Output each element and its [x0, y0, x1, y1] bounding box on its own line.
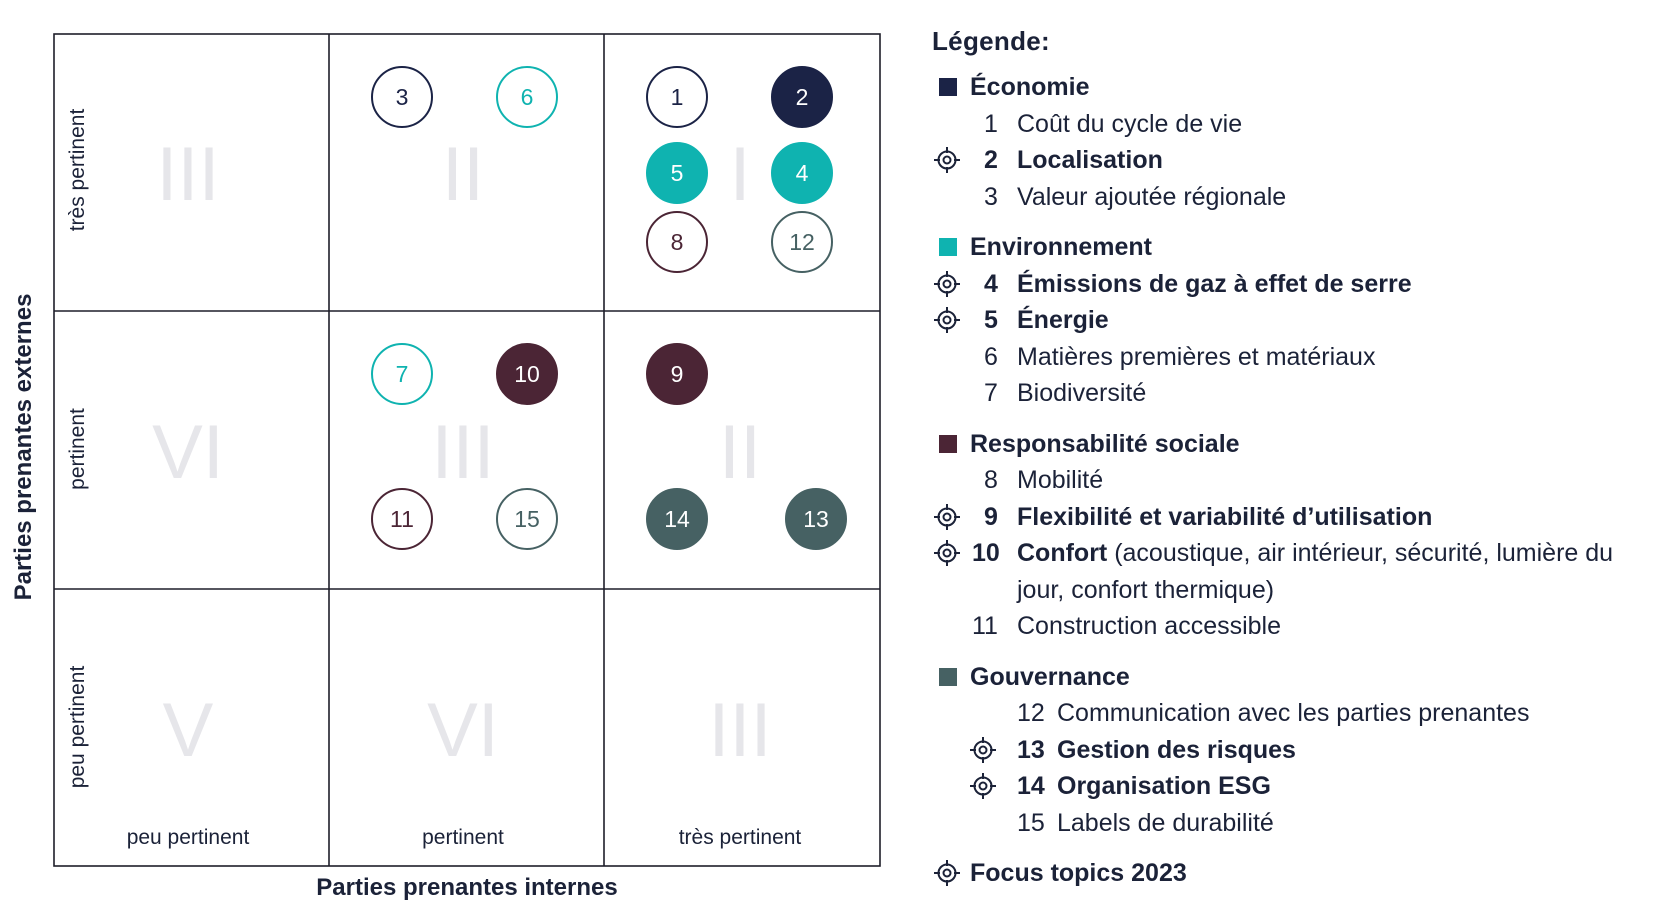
legend-item-label: Mobilité [1017, 466, 1104, 494]
legend-group-environnement [932, 229, 1652, 412]
x-level-peu-pertinent: peu pertinent [126, 826, 250, 849]
social-swatch [939, 435, 957, 453]
topic-bubble-14 [647, 489, 707, 549]
roman-r1c2: II [718, 410, 762, 495]
legend-item-label: Construction accessible [1017, 612, 1282, 640]
topic-bubble-number: 8 [670, 229, 684, 255]
legend-item-7 [932, 375, 1652, 412]
topic-bubble-number: 9 [670, 361, 684, 387]
topic-bubble-number: 12 [789, 229, 815, 255]
legend-group-social [932, 426, 1652, 645]
focus-crosshair-icon [934, 307, 960, 333]
legend-item-number: 10 [972, 539, 1000, 567]
legend-item-6 [932, 339, 1652, 376]
legend-item-label: Flexibilité et variabilité d’utilisation [1017, 502, 1433, 531]
legend-item-3 [932, 179, 1652, 216]
legend-item-11 [932, 608, 1652, 645]
topic-bubble-10 [497, 344, 557, 404]
x-level-tres-pertinent: très pertinent [678, 826, 802, 849]
legend-item-8 [932, 462, 1652, 499]
topic-bubble-13 [786, 489, 846, 549]
legend-item-5 [932, 302, 1652, 339]
roman-r1c0: VI [152, 410, 224, 495]
topic-bubble-7 [372, 344, 432, 404]
focus-crosshair-icon [934, 271, 960, 297]
legend-group-economie [932, 69, 1652, 215]
legend-item-label: Organisation ESG [1057, 772, 1271, 800]
topic-bubble-number: 13 [803, 506, 829, 532]
legend-item-14 [932, 768, 1652, 805]
legend-item-label: Énergie [1017, 306, 1109, 334]
y-level-tres-pertinent: très pertinent [66, 108, 89, 232]
legend-item-number: 11 [972, 612, 998, 640]
legend-item-number: 12 [1017, 699, 1045, 727]
topic-bubble-15 [497, 489, 557, 549]
topic-bubble-6 [497, 67, 557, 127]
topic-bubble-8 [647, 212, 707, 272]
topic-bubble-number: 5 [670, 160, 684, 186]
topic-bubble-number: 14 [664, 506, 690, 532]
legend-category-social [932, 426, 1652, 463]
topic-bubble-1 [647, 67, 707, 127]
x-level-pertinent: pertinent [422, 826, 504, 849]
legend-item-number: 2 [984, 146, 998, 174]
roman-r0c2: I [729, 132, 751, 217]
topic-bubble-number: 11 [390, 506, 414, 532]
legend-item-text [1017, 535, 1637, 608]
focus-crosshair-icon [934, 504, 960, 530]
topic-bubble-number: 10 [514, 361, 540, 387]
legend-item-number: 15 [1017, 808, 1045, 837]
legend-item-number: 1 [984, 109, 998, 138]
focus-crosshair-icon [934, 540, 960, 566]
legend-focus-topics [932, 855, 1652, 892]
legend-item-label: Localisation [1017, 146, 1163, 174]
topic-bubble-number: 6 [520, 84, 534, 110]
x-axis-title: Parties prenantes internes [316, 874, 618, 901]
legend-item-number: 6 [984, 342, 998, 371]
economie-swatch [939, 78, 957, 96]
legend [932, 26, 1652, 892]
legend-item-number: 5 [984, 306, 998, 334]
topic-bubble-11 [372, 489, 432, 549]
topic-bubble-5 [647, 143, 707, 203]
focus-topics-label: Focus topics 2023 [970, 859, 1187, 887]
legend-item-9 [932, 499, 1652, 536]
roman-r0c0: III [156, 132, 220, 217]
legend-item-2 [932, 142, 1652, 179]
legend-item-label: Valeur ajoutée régionale [1017, 182, 1287, 211]
legend-item-label: Gestion des risques [1057, 735, 1296, 764]
legend-item-1 [932, 106, 1652, 143]
environnement-swatch [939, 238, 957, 256]
legend-item-number: 3 [984, 182, 998, 211]
topic-bubble-3 [372, 67, 432, 127]
legend-item-13 [932, 732, 1652, 769]
topic-bubble-number: 4 [795, 160, 809, 186]
roman-r2c2: III [708, 688, 772, 773]
topic-bubble-number: 3 [395, 84, 409, 110]
legend-item-label: Biodiversité [1017, 379, 1147, 407]
focus-crosshair-icon [970, 737, 996, 763]
topic-bubble-4 [772, 143, 832, 203]
legend-item-number: 8 [984, 466, 998, 494]
legend-item-15 [932, 805, 1652, 842]
roman-r1c1: III [431, 410, 495, 495]
legend-item-number: 14 [1017, 772, 1045, 800]
legend-category-label: Environnement [970, 233, 1152, 261]
topic-bubble-12 [772, 212, 832, 272]
legend-title: Légende: [932, 26, 1050, 56]
gouvernance-swatch [939, 668, 957, 686]
legend-item-12 [932, 695, 1652, 732]
topic-bubble-number: 15 [514, 506, 540, 532]
topic-bubble-number: 7 [395, 361, 409, 387]
legend-item-label: Communication avec les parties prenantes [1057, 699, 1530, 727]
legend-category-gouvernance [932, 659, 1652, 696]
legend-group-gouvernance [932, 659, 1652, 842]
topic-bubble-number: 1 [670, 84, 684, 110]
legend-item-label: Coût du cycle de vie [1017, 109, 1243, 138]
legend-item-label: Émissions de gaz à effet de serre [1017, 269, 1412, 298]
legend-item-detail: (acoustique, air intérieur, sécurité, lumière du jour, confort thermique) [1017, 539, 1614, 604]
focus-crosshair-icon [934, 860, 960, 886]
legend-category-label: Responsabilité sociale [970, 429, 1240, 458]
legend-item-label: Matières premières et matériaux [1017, 342, 1376, 371]
legend-category-label: Gouvernance [970, 662, 1130, 691]
legend-item-bold-label: Confort [1017, 539, 1108, 567]
legend-item-10 [932, 535, 1652, 608]
legend-item-number: 13 [1017, 735, 1045, 764]
legend-item-label: Labels de durabilité [1057, 808, 1274, 837]
legend-category-environnement [932, 229, 1652, 266]
topic-bubble-9 [647, 344, 707, 404]
roman-r2c0: V [162, 688, 214, 773]
roman-r0c1: II [441, 132, 485, 217]
topic-bubble-2 [772, 67, 832, 127]
legend-category-economie [932, 69, 1652, 106]
legend-item-number: 9 [984, 502, 998, 531]
focus-crosshair-icon [970, 773, 996, 799]
roman-r2c1: VI [427, 688, 499, 773]
focus-crosshair-icon [934, 147, 960, 173]
y-level-pertinent: pertinent [66, 408, 89, 490]
legend-item-4 [932, 266, 1652, 303]
y-level-peu-pertinent: peu pertinent [66, 665, 89, 789]
legend-item-number: 7 [984, 379, 998, 407]
topic-bubble-number: 2 [795, 84, 809, 110]
legend-category-label: Économie [970, 73, 1090, 101]
y-axis-title: Parties prenantes externes [10, 293, 37, 601]
legend-item-number: 4 [984, 269, 998, 298]
